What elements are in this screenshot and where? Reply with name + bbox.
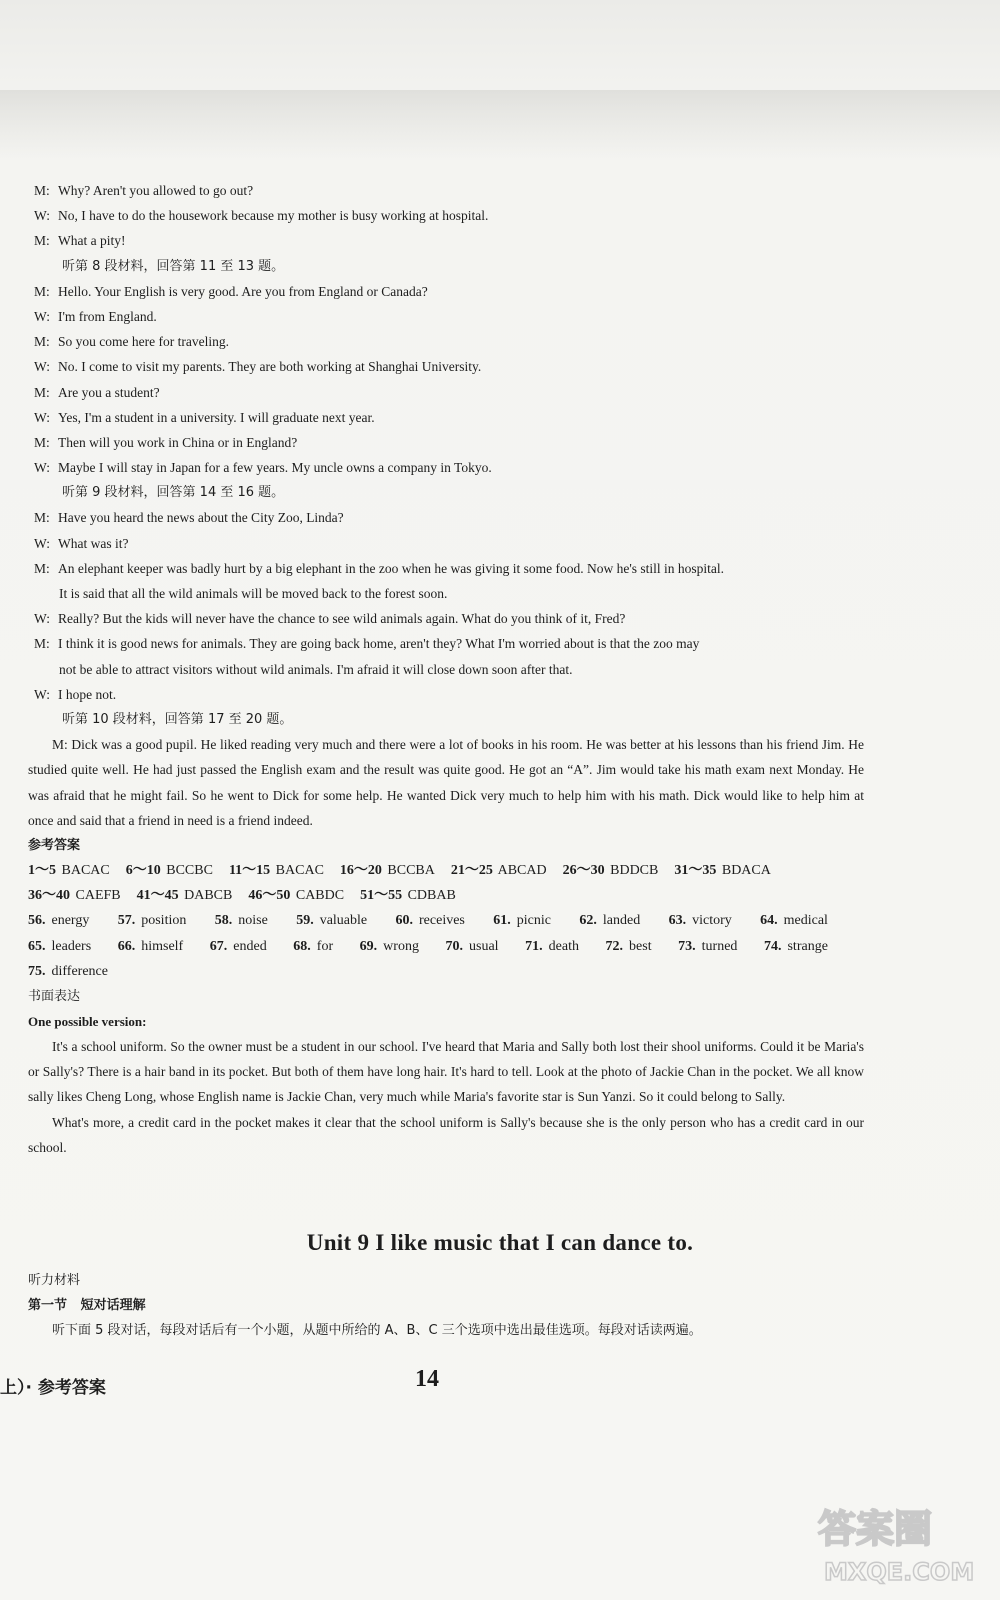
vocab-item xyxy=(28,934,91,959)
utterance: I think it is good news for animals. They are going back home, aren't they? What I'm worried about is that the zoo may xyxy=(58,636,700,652)
answer-group xyxy=(451,858,547,883)
speaker: M: xyxy=(34,334,50,350)
vocab-item xyxy=(118,908,187,933)
vocab-word: for xyxy=(316,938,334,954)
answer-letters: CABDC xyxy=(295,888,345,904)
speaker: W: xyxy=(34,460,50,476)
answers-heading: 参考答案 xyxy=(28,837,81,853)
vocab-number: 63. xyxy=(668,913,687,929)
dialogue-line xyxy=(34,531,864,556)
speaker: M: xyxy=(34,434,50,450)
answer-group xyxy=(137,883,233,908)
vocab-item xyxy=(764,934,828,959)
answer-group xyxy=(563,858,659,883)
vocab-word: difference xyxy=(51,963,108,979)
dialogue-line xyxy=(34,556,864,581)
watermark-logo xyxy=(810,1490,990,1590)
vocab-number: 70. xyxy=(445,938,464,954)
vocab-number: 58. xyxy=(214,913,233,929)
listening-heading: 听力材料 xyxy=(28,1273,81,1288)
utterance: Are you a student? xyxy=(58,384,160,400)
vocab-word: death xyxy=(548,938,579,954)
vocab-item xyxy=(606,934,652,959)
vocab-word: picnic xyxy=(516,913,551,929)
passage-10: M: Dick was a good pupil. He liked reading very much and there were a lot of books in his room. He was better at his lessons than his friend Jim. He studied quite well. He had just passed the English exam and the result was quite good. He got an “A”. Jim would take his math exam next Monday. He was afraid that he might fail. So he went to Dick for some help. He wanted Dick very much to help him with his math. Dick would like to help him at once and said that a friend in need is a friend indeed. xyxy=(28,737,864,828)
dialogue-line xyxy=(34,228,864,253)
speaker: W: xyxy=(34,686,50,702)
dialogue-line xyxy=(34,505,864,530)
utterance: What was it? xyxy=(58,535,129,551)
vocab-item xyxy=(669,908,732,933)
vocab-item xyxy=(760,908,828,933)
utterance: Why? Aren't you allowed to go out? xyxy=(58,183,254,198)
utterance-continued: not be able to attract visitors without wild animals. I'm afraid it will close down soon after that. xyxy=(59,661,573,677)
vocab-number: 56. xyxy=(28,913,46,929)
version-label: One possible version: xyxy=(28,1013,147,1029)
answer-range: 41～45 xyxy=(136,888,179,904)
vocab-item xyxy=(210,934,267,959)
vocab-item xyxy=(293,934,333,959)
vocab-word: energy xyxy=(51,913,90,929)
dialogue-line xyxy=(34,405,864,430)
speaker: M: xyxy=(34,183,50,198)
vocab-item xyxy=(28,959,108,984)
vocab-number: 73. xyxy=(678,938,696,954)
instruction-8: 听第 8 段材料，回答第 11 至 13 题。 xyxy=(62,258,285,274)
speaker: W: xyxy=(34,409,50,425)
watermark-top: 答案圈 xyxy=(818,1507,933,1551)
vocab-word: usual xyxy=(469,938,499,954)
vocab-word: leaders xyxy=(51,938,92,954)
answer-letters: ABCAD xyxy=(497,862,547,878)
speaker: W: xyxy=(34,535,50,551)
answer-group xyxy=(126,858,213,883)
writing-heading: 书面表达 xyxy=(28,988,81,1004)
dialogue-line xyxy=(34,606,864,631)
vocab-word: wrong xyxy=(383,938,419,954)
vocab-item xyxy=(579,908,640,933)
answer-letters: BACAC xyxy=(275,862,324,878)
speaker: W: xyxy=(34,208,50,224)
vocab-item xyxy=(296,908,367,933)
utterance: No. I come to visit my parents. They are both working at Shanghai University. xyxy=(58,359,482,375)
vocab-row-2 xyxy=(28,934,828,959)
utterance: Have you heard the news about the City Zoo, Linda? xyxy=(58,510,344,526)
dialogue-line xyxy=(34,380,864,405)
vocab-word: best xyxy=(629,938,652,954)
vocab-item xyxy=(28,908,89,933)
vocab-word: medical xyxy=(783,913,828,929)
vocab-item xyxy=(678,934,737,959)
vocab-number: 66. xyxy=(117,938,136,954)
answer-group xyxy=(674,858,771,883)
speaker: W: xyxy=(34,359,50,375)
speaker: M: xyxy=(34,510,50,526)
vocab-number: 74. xyxy=(763,938,782,954)
essay-paragraph-1: It's a school uniform. So the owner must be a student in our school. I've heard that Maria and Sally both lost their shool uniforms. Could it be Maria's or Sally's? There is a hair band in its pocket. But both of them have long hair. It's hard to tell. Look at the photo of Jackie Chan in the pocket. We all know sally likes Cheng Long, whose English name is Jackie Chan, very much while Maria's favorite star is Sun Yanzi. So it could belong to Sally. xyxy=(28,1038,864,1105)
vocab-word: landed xyxy=(602,913,641,929)
answer-range: 36～40 xyxy=(28,888,70,904)
essay-paragraph-2: What's more, a credit card in the pocket makes it clear that the school uniform is Sally's because she is the only person who has a credit card in our school. xyxy=(28,1114,864,1155)
unit-title: Unit 9 I like music that I can dance to. xyxy=(306,1230,694,1255)
answer-group xyxy=(248,883,344,908)
vocab-number: 60. xyxy=(395,913,414,929)
answer-letters: CAEFB xyxy=(75,888,121,904)
answer-range: 21～25 xyxy=(450,862,493,878)
dialogue-b xyxy=(34,279,864,481)
utterance: So you come here for traveling. xyxy=(58,334,229,350)
speaker: M: xyxy=(34,233,50,249)
vocab-number: 64. xyxy=(760,913,778,929)
vocab-number: 71. xyxy=(525,938,543,954)
vocab-word: valuable xyxy=(319,913,368,929)
answer-letters: DABCB xyxy=(184,888,233,904)
vocab-item xyxy=(396,908,465,933)
answer-letters: BCCBA xyxy=(387,862,435,878)
vocab-number: 59. xyxy=(296,913,314,929)
dialogue-line xyxy=(34,430,864,455)
unit-9-section xyxy=(28,1268,928,1343)
vocab-item xyxy=(525,934,579,959)
answer-range: 6～10 xyxy=(125,862,161,878)
utterance: What a pity! xyxy=(58,233,126,249)
vocab-row-1 xyxy=(28,908,828,933)
answer-letters: BDACA xyxy=(721,862,771,878)
section1-heading: 第一节 短对话理解 xyxy=(28,1298,146,1313)
vocab-item xyxy=(493,908,551,933)
listening-script xyxy=(28,178,864,1160)
vocab-word: position xyxy=(141,913,187,929)
vocab-item xyxy=(446,934,499,959)
utterance: Yes, I'm a student in a university. I will graduate next year. xyxy=(58,409,375,425)
vocab-number: 62. xyxy=(579,913,597,929)
answer-range: 46～50 xyxy=(248,888,291,904)
vocab-word: receives xyxy=(419,913,465,929)
page-number: 14 xyxy=(415,1366,439,1392)
utterance-continued: It is said that all the wild animals will be moved back to the forest soon. xyxy=(59,586,448,601)
instruction-10: 听第 10 段材料，回答第 17 至 20 题。 xyxy=(62,711,293,727)
speaker: W: xyxy=(34,308,50,324)
answers-row-1 xyxy=(28,858,864,883)
vocab-number: 75. xyxy=(28,963,46,979)
utterance: I'm from England. xyxy=(58,308,157,324)
answer-letters: BACAC xyxy=(61,862,110,878)
dialogue-c xyxy=(34,505,864,707)
vocab-word: strange xyxy=(787,938,828,954)
answers-row-2 xyxy=(28,883,864,908)
vocab-number: 69. xyxy=(359,938,378,954)
answer-range: 26～30 xyxy=(562,862,605,878)
dialogue-line xyxy=(34,279,864,304)
dialogue-line xyxy=(34,178,864,203)
answer-group xyxy=(340,858,435,883)
instruction-9: 听第 9 段材料，回答第 14 至 16 题。 xyxy=(62,485,285,501)
answer-group xyxy=(229,858,324,883)
dialogue-line xyxy=(34,455,864,480)
utterance: Maybe I will stay in Japan for a few years. My uncle owns a company in Tokyo. xyxy=(58,460,492,476)
answer-range: 16～20 xyxy=(339,862,382,878)
answer-range: 31～35 xyxy=(674,862,717,878)
vocab-number: 67. xyxy=(209,938,228,954)
dialogue-line xyxy=(34,631,864,656)
answer-range: 51～55 xyxy=(360,888,403,904)
scan-shadow xyxy=(0,90,1000,160)
vocab-row-3 xyxy=(28,959,828,984)
vocab-number: 57. xyxy=(117,913,136,929)
answer-range: 1～5 xyxy=(28,862,56,878)
section1-instruction: 听下面 5 段对话，每段对话后有一个小题，从题中所给的 A、B、C 三个选项中选出最佳选项。每段对话读两遍。 xyxy=(52,1323,702,1338)
vocab-item xyxy=(118,934,184,959)
vocab-number: 65. xyxy=(28,938,46,954)
answer-range: 11～15 xyxy=(228,862,271,878)
vocab-word: himself xyxy=(141,938,184,954)
dialogue-line xyxy=(34,329,864,354)
dialogue-line xyxy=(34,682,864,707)
vocab-word: victory xyxy=(692,913,732,929)
answer-group xyxy=(28,858,110,883)
utterance: Hello. Your English is very good. Are you from England or Canada? xyxy=(58,283,428,299)
speaker: M: xyxy=(34,636,50,652)
vocab-word: noise xyxy=(238,913,268,929)
speaker: M: xyxy=(34,560,50,576)
utterance: I hope not. xyxy=(58,686,117,702)
answer-letters: CDBAB xyxy=(407,888,456,904)
vocab-word: ended xyxy=(233,938,267,954)
vocab-number: 72. xyxy=(605,938,624,954)
utterance: Then will you work in China or in England? xyxy=(58,434,298,450)
vocab-number: 68. xyxy=(293,938,311,954)
answer-letters: BDDCB xyxy=(610,862,659,878)
speaker: M: xyxy=(34,384,50,400)
vocab-word: turned xyxy=(701,938,738,954)
answer-group xyxy=(360,883,456,908)
dialogue-line xyxy=(34,304,864,329)
utterance: No, I have to do the housework because my mother is busy working at hospital. xyxy=(58,208,489,224)
footer-label: 上）· 参考答案 xyxy=(0,1378,106,1398)
vocab-number: 61. xyxy=(493,913,511,929)
utterance: An elephant keeper was badly hurt by a big elephant in the zoo when he was giving it some food. Now he's still in hospital. xyxy=(58,560,725,576)
dialogue-line xyxy=(34,203,864,228)
vocab-item xyxy=(360,934,419,959)
dialogue-a xyxy=(34,178,864,254)
answer-group xyxy=(28,883,121,908)
answer-letters: BCCBC xyxy=(166,862,213,878)
dialogue-line xyxy=(34,354,864,379)
vocab-item xyxy=(215,908,268,933)
speaker: W: xyxy=(34,611,50,627)
utterance: Really? But the kids will never have the chance to see wild animals again. What do you think of it, Fred? xyxy=(58,611,626,627)
watermark-bottom: MXQE.COM xyxy=(824,1558,975,1586)
speaker: M: xyxy=(34,283,50,299)
